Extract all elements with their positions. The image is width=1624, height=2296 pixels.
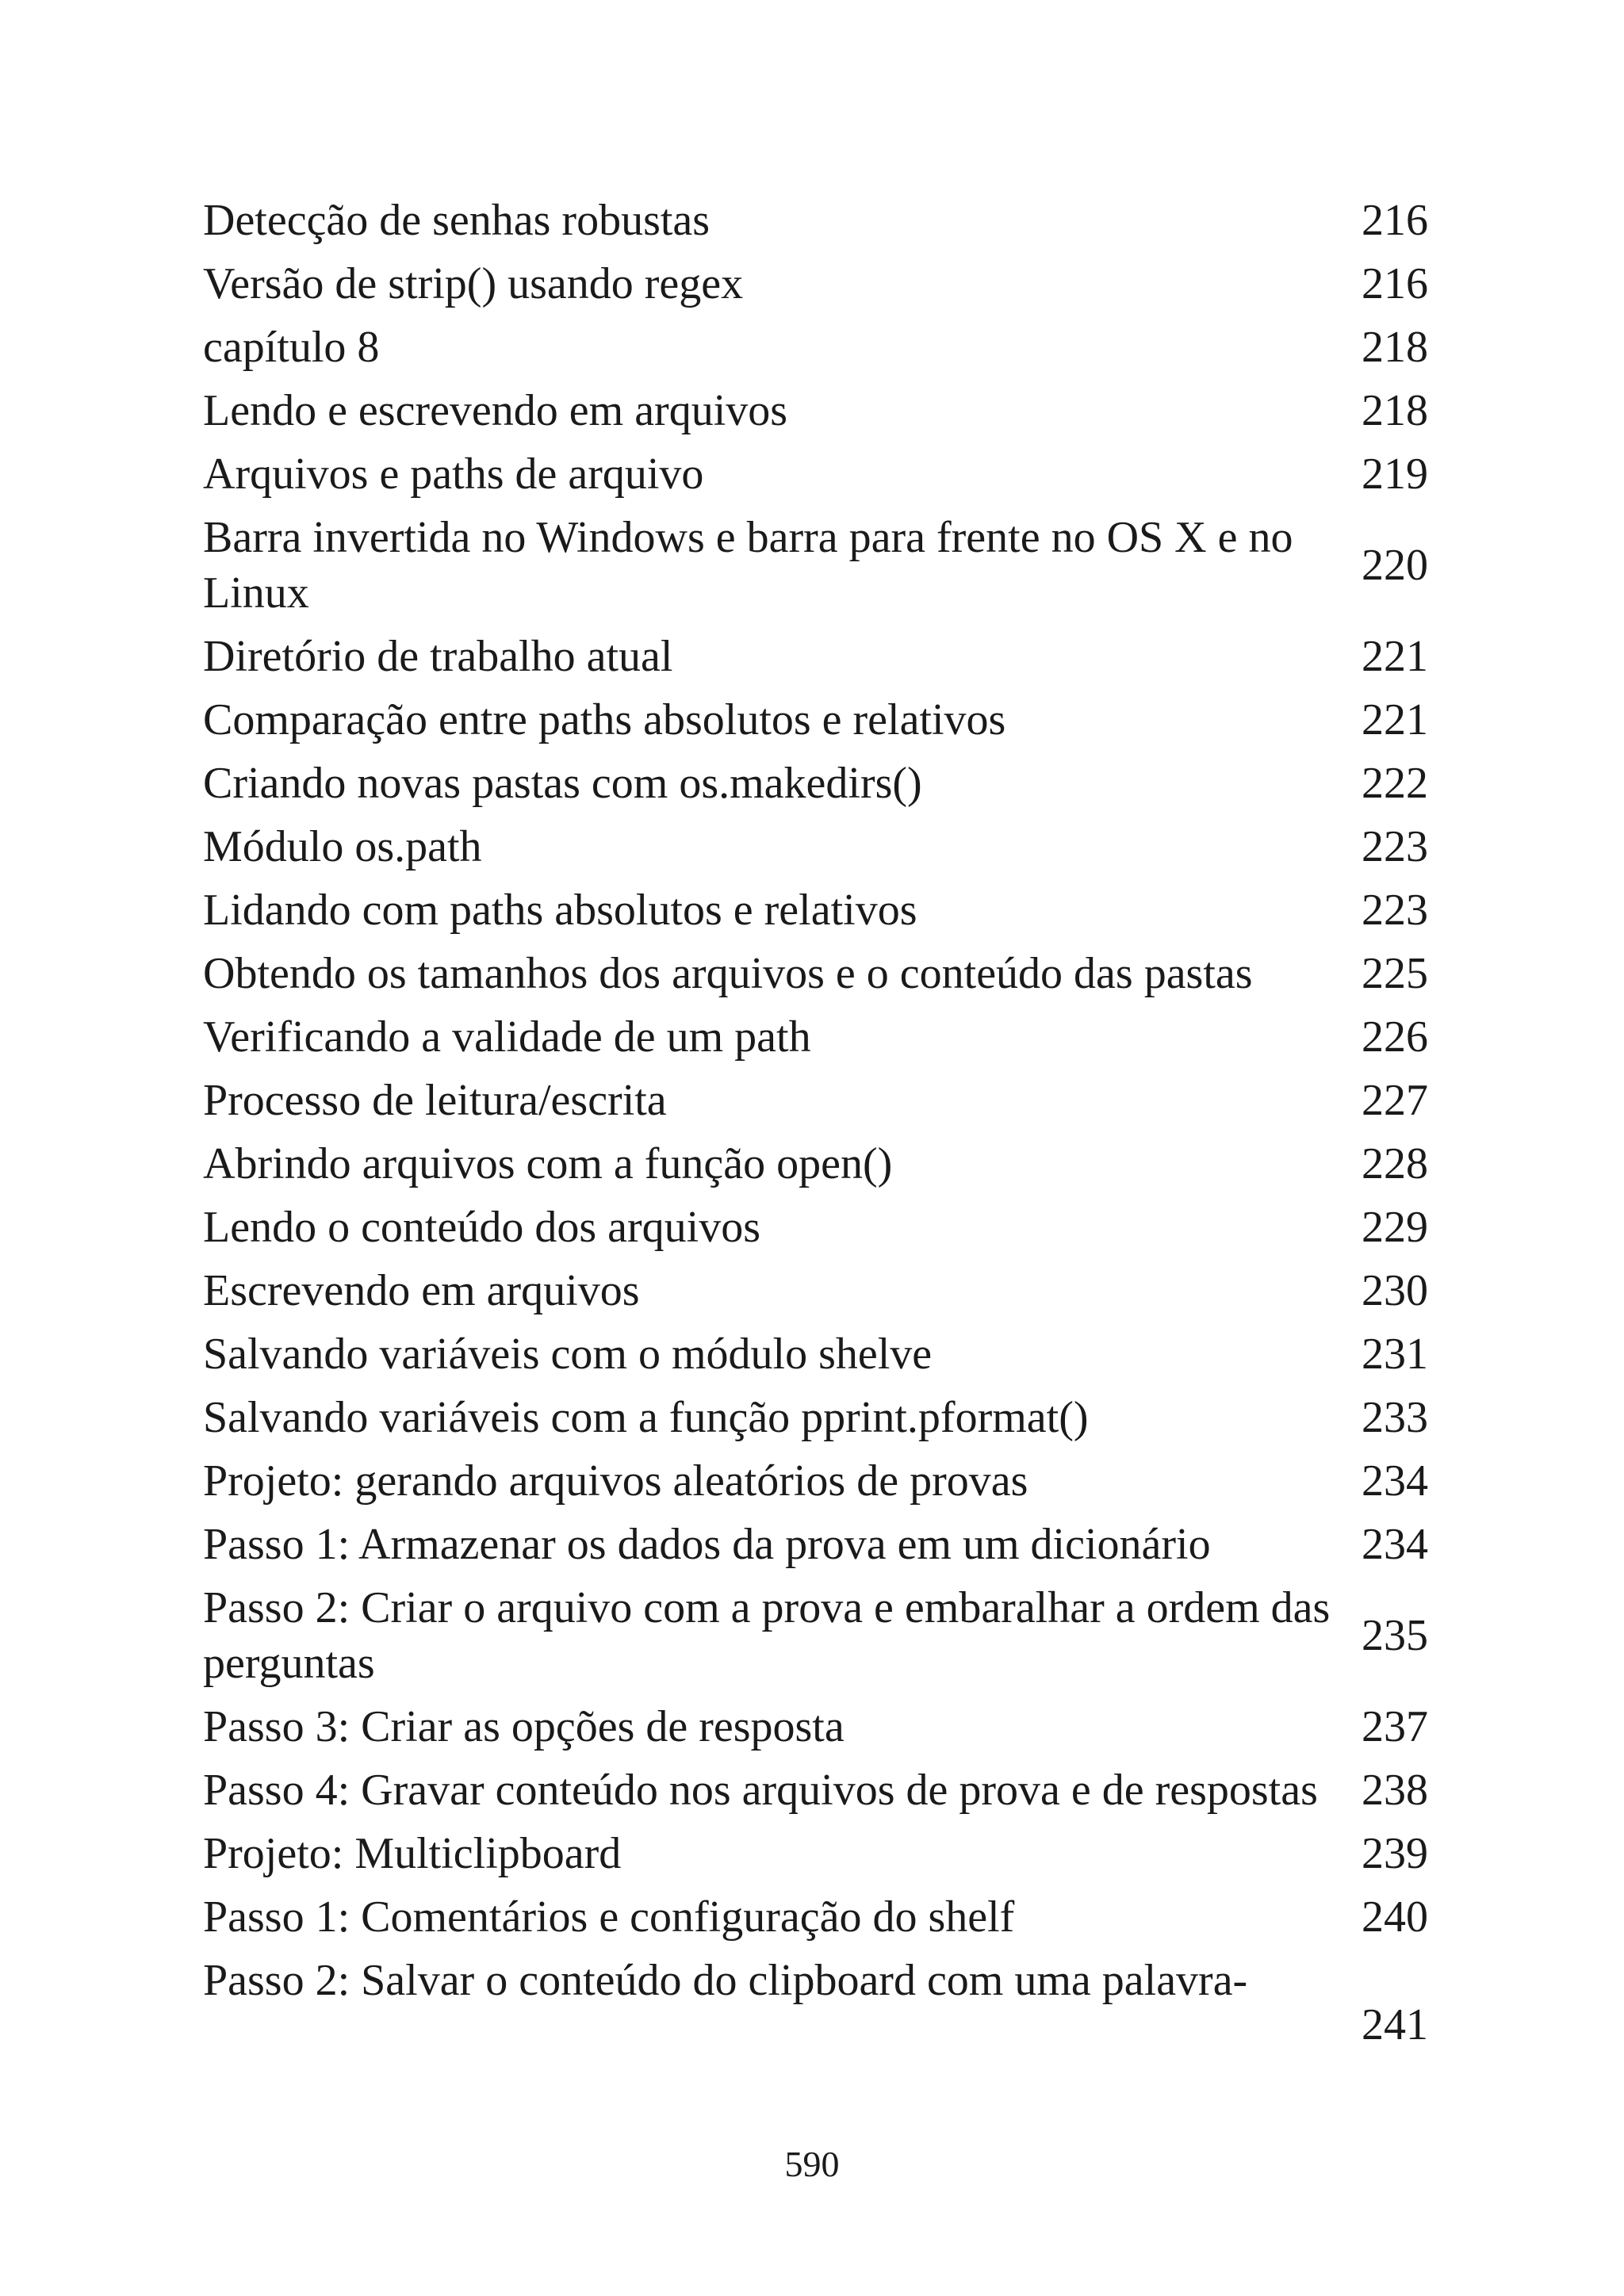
toc-entry[interactable]	[203, 1390, 1428, 1445]
toc-entry-page: 218	[1362, 386, 1428, 435]
toc-entry-page: 219	[1362, 450, 1428, 499]
toc-entry[interactable]	[203, 320, 1428, 375]
toc-entry-title: Arquivos e paths de arquivo	[203, 450, 704, 499]
toc-entry-title: Passo 1: Comentários e configuração do shelf	[203, 1892, 1015, 1942]
toc-entry[interactable]	[203, 629, 1428, 684]
toc-entry[interactable]	[203, 1263, 1428, 1318]
toc-entry-title: Versão de strip() usando regex	[203, 259, 744, 308]
toc-entry[interactable]	[203, 692, 1428, 748]
toc-entry-page: 238	[1362, 1766, 1428, 1815]
toc-entry[interactable]	[203, 383, 1428, 438]
toc-entry[interactable]	[203, 1200, 1428, 1255]
toc-entry-title: Passo 1: Armazenar os dados da prova em um dicionário	[203, 1520, 1211, 1569]
toc-entry-page: 220	[1362, 541, 1428, 590]
toc-entry-title: Verificando a validade de um path	[203, 1012, 811, 1062]
toc-entry-page: 225	[1362, 949, 1428, 998]
toc-entry-title: Criando novas pastas com os.makedirs()	[203, 759, 922, 808]
toc-entry[interactable]	[203, 882, 1428, 938]
toc-entry-title: Passo 2: Salvar o conteúdo do clipboard com uma palavra-	[203, 1956, 1248, 2005]
toc-entry[interactable]	[203, 510, 1428, 621]
toc-entry-title: Passo 4: Gravar conteúdo nos arquivos de prova e de respostas	[203, 1766, 1318, 1815]
toc-entry[interactable]	[203, 819, 1428, 874]
toc-entry-page: 229	[1362, 1203, 1428, 1252]
toc-entry-page: 234	[1362, 1456, 1428, 1506]
toc-entry-title: Detecção de senhas robustas	[203, 196, 710, 245]
toc-entry-title: Projeto: gerando arquivos aleatórios de provas	[203, 1456, 1028, 1506]
toc-entry-title: Barra invertida no Windows e barra para frente no OS X e no Linux	[203, 513, 1293, 618]
toc-entry-page: 235	[1362, 1611, 1428, 1660]
toc-entry[interactable]	[203, 1009, 1428, 1065]
toc-entry-page: 216	[1362, 196, 1428, 245]
toc-entry-page: 218	[1362, 323, 1428, 372]
toc-entry-page: 234	[1362, 1520, 1428, 1569]
toc-entry[interactable]	[203, 1326, 1428, 1382]
toc-entry[interactable]	[203, 1699, 1428, 1755]
toc-entry[interactable]	[203, 756, 1428, 811]
toc-entry[interactable]	[203, 256, 1428, 312]
toc-entry-page: 240	[1362, 1892, 1428, 1942]
toc-entry-title: Abrindo arquivos com a função open()	[203, 1139, 893, 1188]
toc-entry[interactable]	[203, 1889, 1428, 1945]
toc-entry-title: Comparação entre paths absolutos e relativos	[203, 695, 1006, 744]
toc-entry-page: 222	[1362, 759, 1428, 808]
toc-entry[interactable]	[203, 1580, 1428, 1691]
toc-entry-page: 227	[1362, 1076, 1428, 1125]
toc-entry-page: 223	[1362, 886, 1428, 935]
toc-entry[interactable]	[203, 1826, 1428, 1881]
toc-entry-page: 231	[1362, 1330, 1428, 1379]
toc-entry[interactable]	[203, 1517, 1428, 1572]
toc-entry-page: 233	[1362, 1393, 1428, 1442]
toc-entry-page: 221	[1362, 695, 1428, 744]
table-of-contents	[203, 193, 1428, 2061]
toc-entry[interactable]	[203, 1453, 1428, 1509]
toc-entry[interactable]	[203, 1953, 1428, 2053]
toc-entry[interactable]	[203, 446, 1428, 502]
toc-entry-title: capítulo 8	[203, 323, 380, 372]
toc-entry-page: 241	[1362, 2000, 1428, 2049]
toc-entry[interactable]	[203, 1136, 1428, 1192]
toc-entry-title: Passo 3: Criar as opções de resposta	[203, 1702, 845, 1751]
toc-entry-page: 239	[1362, 1829, 1428, 1878]
toc-entry-title: Obtendo os tamanhos dos arquivos e o conteúdo das pastas	[203, 949, 1253, 998]
toc-entry-page: 230	[1362, 1266, 1428, 1315]
toc-entry-title: Lendo o conteúdo dos arquivos	[203, 1203, 760, 1252]
toc-entry-page: 226	[1362, 1012, 1428, 1062]
toc-entry-title: Salvando variáveis com a função pprint.pformat()	[203, 1393, 1089, 1442]
toc-entry-page: 216	[1362, 259, 1428, 308]
toc-entry-page: 221	[1362, 632, 1428, 681]
toc-entry-page: 228	[1362, 1139, 1428, 1188]
toc-entry-title: Passo 2: Criar o arquivo com a prova e embaralhar a ordem das perguntas	[203, 1583, 1331, 1688]
toc-entry-title: Salvando variáveis com o módulo shelve	[203, 1330, 933, 1379]
page-number: 590	[784, 2144, 840, 2184]
toc-entry[interactable]	[203, 1073, 1428, 1128]
toc-entry-title: Módulo os.path	[203, 822, 482, 871]
toc-entry[interactable]	[203, 946, 1428, 1001]
toc-entry-title: Diretório de trabalho atual	[203, 632, 673, 681]
toc-entry-title: Escrevendo em arquivos	[203, 1266, 640, 1315]
toc-entry-title: Processo de leitura/escrita	[203, 1076, 667, 1125]
toc-entry[interactable]	[203, 193, 1428, 248]
toc-entry-page: 223	[1362, 822, 1428, 871]
toc-entry-title: Projeto: Multiclipboard	[203, 1829, 622, 1878]
toc-entry-title: Lidando com paths absolutos e relativos	[203, 886, 917, 935]
toc-entry-page: 237	[1362, 1702, 1428, 1751]
toc-entry-title: Lendo e escrevendo em arquivos	[203, 386, 788, 435]
toc-entry[interactable]	[203, 1762, 1428, 1818]
